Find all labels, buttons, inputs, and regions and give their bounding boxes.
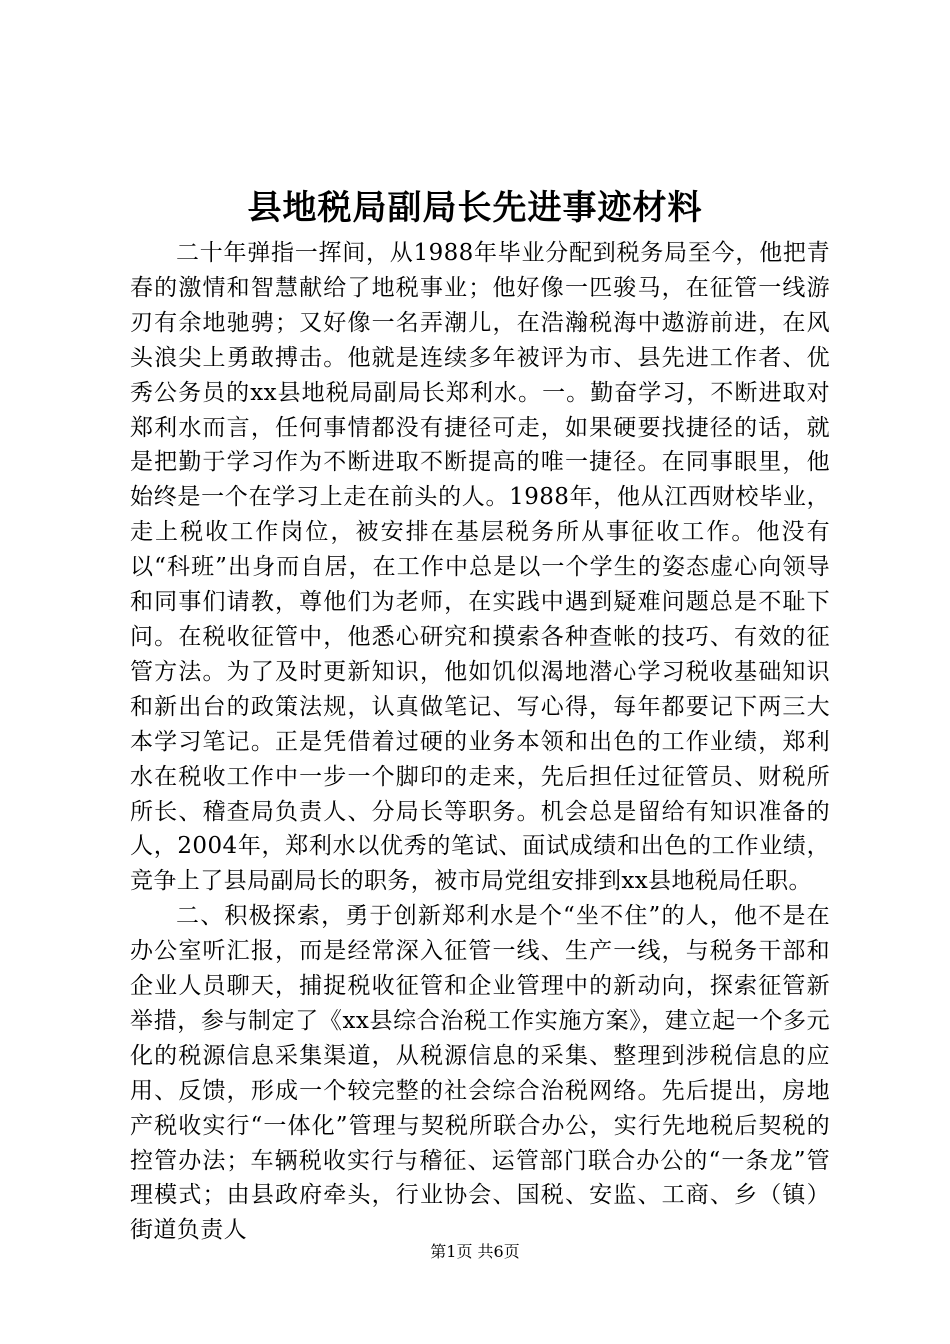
document-title: 县地税局副局长先进事迹材料 xyxy=(247,188,703,228)
paragraph-2: 二、积极探索，勇于创新郑利水是个“坐不住”的人，他不是在办公室听汇报，而是经常深入征管一线、生产一线，与税务干部和企业人员聊天，捕捉税收征管和企业管理中的新动向，探索征管新举措，参与制定了《xx县综合治税工作实施方案》，建立起一个多元化的税源信息采集渠道，从税源信息的采集、整理到涉税信息的应用、反馈，形成一个较完整的社会综合治税网络。先后提出，房地产税收实行“一体化”管理与契税所联合办公，实行先地税后契税的控管办法；车辆税收实行与稽征、运管部门联合办公的“一条龙”管理模式；由县政府牵头，行业协会、国税、安监、工商、乡（镇）街道负责人 xyxy=(130,903,830,1244)
paragraph-1: 二十年弹指一挥间，从1988年毕业分配到税务局至今，他把青春的激情和智慧献给了地税事业；他好像一匹骏马，在征管一线游刃有余地驰骋；又好像一名弄潮儿，在浩瀚税海中遨游前进，在风头浪尖上勇敢搏击。他就是连续多年被评为市、县先进工作者、优秀公务员的xx县地税局副局长郑利水。一。勤奋学习，不断进取对郑利水而言，任何事情都没有捷径可走，如果硬要找捷径的话，就是把勤于学习作为不断进取不断提高的唯一捷径。在同事眼里，他始终是一个在学习上走在前头的人。1988年，他从江西财校毕业，走上税收工作岗位，被安排在基层税务所从事征收工作。他没有以“科班”出身而自居，在工作中总是以一个学生的姿态虚心向领导和同事们请教，尊他们为老师，在实践中遇到疑难问题总是不耻下问。在税收征管中，他悉心研究和摸索各种查帐的技巧、有效的征管方法。为了及时更新知识，他如饥似渴地潜心学习税收基础知识和新出台的政策法规，认真做笔记、写心得，每年都要记下两三大本学习笔记。正是凭借着过硬的业务本领和出色的工作业绩，郑利水在税收工作中一步一个脚印的走来，先后担任过征管员、财税所所长、稽查局负责人、分局长等职务。机会总是留给有知识准备的人，2004年，郑利水以优秀的笔试、面试成绩和出色的工作业绩，竞争上了县局副局长的职务，被市局党组安排到xx县地税局任职。 xyxy=(130,240,830,895)
document-body xyxy=(130,236,830,1248)
page-footer: 第1页 共6页 xyxy=(430,1242,520,1261)
